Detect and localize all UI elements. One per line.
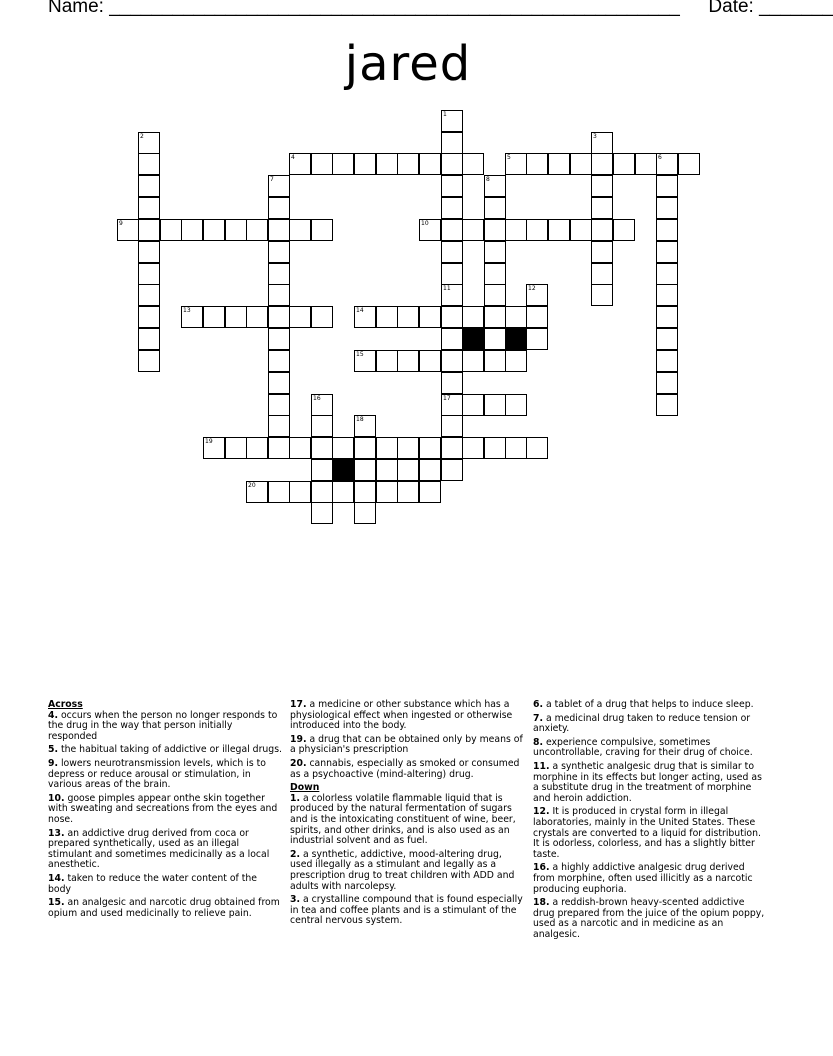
grid-cell[interactable] (225, 306, 247, 328)
clue-item: 7. a medicinal drug taken to reduce tension or anxiety. (533, 712, 751, 735)
grid-cell[interactable] (441, 306, 463, 328)
grid-cell[interactable] (678, 153, 700, 175)
grid-cell[interactable] (397, 350, 419, 372)
clue-item-number: 8. (533, 736, 544, 748)
clue-item: 10. goose pimples appear onthe skin together with sweating and secreations from the eyes and nose. (48, 792, 278, 825)
clues-column-1 (48, 700, 282, 922)
clue-number: 6 (658, 154, 662, 161)
clue-item-number: 14. (48, 872, 65, 884)
grid-cell[interactable] (505, 394, 527, 416)
grid-cell[interactable] (332, 153, 354, 175)
grid-cell[interactable] (484, 284, 506, 306)
clue-number: 17 (443, 395, 451, 402)
grid-cell[interactable] (613, 153, 635, 175)
grid-cell[interactable] (225, 219, 247, 241)
grid-cell[interactable] (397, 437, 419, 459)
grid-cell[interactable] (311, 437, 333, 459)
clue-number: 8 (486, 176, 490, 183)
clue-number: 9 (119, 220, 123, 227)
grid-cell[interactable] (376, 306, 398, 328)
grid-cell[interactable] (591, 153, 613, 175)
clue-item: 18. a reddish-brown heavy-scented addictive drug prepared from the juice of the opium poppy, used as a narcotic and in medicine as an analgesic. (533, 897, 765, 940)
clue-item: 13. an addictive drug derived from coca or prepared synthetically, used as an illegal stimulant and sometimes medicinally as a local anesthetic. (48, 827, 270, 871)
clue-item-number: 12. (533, 806, 550, 818)
clue-item: 14. taken to reduce the water content of the body (48, 872, 257, 895)
grid-cell[interactable] (138, 350, 160, 372)
grid-cell[interactable] (656, 328, 678, 350)
clue-item-number: 10. (48, 792, 65, 804)
grid-cell[interactable] (462, 394, 484, 416)
grid-cell[interactable] (332, 481, 354, 503)
across-clue-list-continued (290, 700, 524, 780)
grid-cell[interactable] (441, 437, 463, 459)
grid-cell[interactable] (526, 437, 548, 459)
grid-cell[interactable] (138, 219, 160, 241)
grid-cell[interactable] (138, 284, 160, 306)
grid-cell[interactable] (354, 437, 376, 459)
clue-item-number: 2. (290, 848, 301, 860)
grid-cell[interactable] (484, 263, 506, 285)
clue-item: 20. cannabis, especially as smoked or consumed as a psychoactive (mind-altering) drug. (290, 757, 520, 780)
grid-cell-blocked (505, 328, 527, 350)
clue-number: 20 (248, 482, 256, 489)
grid-cell[interactable] (656, 284, 678, 306)
grid-cell[interactable] (505, 219, 527, 241)
grid-cell[interactable] (138, 263, 160, 285)
clue-number: 4 (291, 154, 295, 161)
clue-item: 9. lowers neurotransmission levels, which is to depress or reduce arousal or stimulation, in various areas of the brain. (48, 757, 266, 791)
grid-cell[interactable] (591, 219, 613, 241)
grid-cell[interactable] (311, 306, 333, 328)
grid-cell[interactable] (505, 306, 527, 328)
clue-number: 12 (528, 285, 536, 292)
clue-item: 5. the habitual taking of addictive or illegal drugs. (48, 744, 282, 756)
grid-cell[interactable] (311, 502, 333, 524)
grid-cell[interactable] (526, 219, 548, 241)
clue-item: 3. a crystalline compound that is found especially in tea and coffee plants and is a stimulant of the central nervous system. (290, 894, 523, 927)
clue-item: 12. It is produced in crystal form in illegal laboratories, mainly in the United States. These crystals are converted to a liquid for distribution. It is odorless, colorless, and has a slightly bitter taste. (533, 806, 761, 860)
clue-number: 18 (356, 416, 364, 423)
grid-cell[interactable] (570, 219, 592, 241)
grid-cell[interactable] (441, 175, 463, 197)
grid-cell[interactable] (268, 306, 290, 328)
grid-cell[interactable] (268, 394, 290, 416)
grid-cell[interactable] (138, 197, 160, 219)
down-clue-list-continued (533, 700, 767, 940)
grid-cell[interactable] (635, 153, 657, 175)
grid-cell[interactable] (591, 284, 613, 306)
clue-item-number: 17. (290, 699, 307, 710)
grid-cell[interactable] (397, 306, 419, 328)
clue-number: 16 (313, 395, 321, 402)
grid-cell[interactable] (246, 306, 268, 328)
name-field-label[interactable]: Name: ______________________________________________________ (48, 0, 680, 17)
clue-item-number: 9. (48, 757, 59, 769)
grid-cell[interactable] (462, 437, 484, 459)
clue-number: 1 (443, 111, 447, 118)
grid-cell[interactable] (526, 153, 548, 175)
grid-cell[interactable] (441, 459, 463, 481)
clue-item-number: 1. (290, 792, 301, 804)
clue-item: 15. an analgesic and narcotic drug obtained from opium and used medicinally to relieve pain. (48, 897, 280, 919)
clue-item-number: 7. (533, 712, 544, 724)
grid-cell[interactable] (462, 306, 484, 328)
grid-cell[interactable] (289, 437, 311, 459)
grid-cell[interactable] (441, 328, 463, 350)
grid-cell[interactable] (289, 481, 311, 503)
grid-cell[interactable] (441, 350, 463, 372)
clue-item: 4. occurs when the person no longer responds to the drug in the way that person initially responded (48, 709, 278, 742)
across-clue-list (48, 711, 282, 920)
clue-number: 10 (421, 220, 429, 227)
grid-cell[interactable] (462, 153, 484, 175)
grid-cell[interactable] (526, 306, 548, 328)
grid-cell[interactable] (268, 437, 290, 459)
grid-cell[interactable] (289, 219, 311, 241)
grid-cell[interactable] (376, 481, 398, 503)
grid-cell[interactable] (484, 219, 506, 241)
clue-item-number: 4. (48, 709, 59, 721)
down-clue-list (290, 794, 524, 927)
grid-cell[interactable] (268, 241, 290, 263)
grid-cell[interactable] (613, 219, 635, 241)
clue-item-number: 5. (48, 744, 59, 756)
grid-cell[interactable] (656, 219, 678, 241)
grid-cell[interactable] (419, 350, 441, 372)
down-heading: Down (290, 782, 320, 794)
grid-cell[interactable] (268, 197, 290, 219)
grid-cell[interactable] (354, 153, 376, 175)
grid-cell[interactable] (268, 263, 290, 285)
header (48, 0, 833, 18)
grid-cell[interactable] (526, 328, 548, 350)
grid-cell[interactable] (138, 241, 160, 263)
grid-cell[interactable] (268, 284, 290, 306)
grid-cell[interactable] (441, 415, 463, 437)
grid-cell[interactable] (268, 328, 290, 350)
grid-cell[interactable] (311, 481, 333, 503)
grid-cell[interactable] (376, 350, 398, 372)
clues-column-2 (290, 700, 524, 930)
grid-cell-blocked (462, 328, 484, 350)
clue-item-number: 11. (533, 760, 550, 772)
grid-cell[interactable] (548, 219, 570, 241)
clue-number: 3 (593, 133, 597, 140)
grid-cell[interactable] (462, 219, 484, 241)
clue-number: 11 (443, 285, 451, 292)
grid-cell[interactable] (484, 306, 506, 328)
page-title: jared (344, 36, 472, 92)
clue-item-number: 19. (290, 733, 307, 745)
clue-number: 14 (356, 307, 364, 314)
grid-cell[interactable] (311, 219, 333, 241)
grid-cell[interactable] (160, 219, 182, 241)
grid-cell[interactable] (656, 394, 678, 416)
grid-cell[interactable] (354, 481, 376, 503)
grid-cell[interactable] (505, 350, 527, 372)
grid-cell[interactable] (656, 197, 678, 219)
grid-cell[interactable] (354, 459, 376, 481)
grid-cell[interactable] (656, 241, 678, 263)
grid-cell[interactable] (591, 197, 613, 219)
clue-number: 13 (183, 307, 191, 314)
grid-cell[interactable] (591, 263, 613, 285)
grid-cell[interactable] (376, 153, 398, 175)
grid-cell[interactable] (419, 459, 441, 481)
grid-cell[interactable] (311, 153, 333, 175)
grid-cell[interactable] (268, 481, 290, 503)
grid-cell[interactable] (397, 459, 419, 481)
grid-cell[interactable] (181, 219, 203, 241)
grid-cell[interactable] (484, 394, 506, 416)
grid-cell[interactable] (591, 241, 613, 263)
grid-cell[interactable] (484, 350, 506, 372)
grid-cell[interactable] (656, 263, 678, 285)
grid-cell[interactable] (311, 459, 333, 481)
grid-cell[interactable] (397, 481, 419, 503)
grid-cell[interactable] (138, 328, 160, 350)
grid-cell[interactable] (419, 306, 441, 328)
grid-cell[interactable] (289, 306, 311, 328)
clue-item: 8. experience compulsive, sometimes uncontrollable, craving for their drug of choice. (533, 736, 753, 759)
grid-cell-blocked (332, 459, 354, 481)
clue-item: 17. a medicine or other substance which has a physiological effect when ingested or otherwise introduced into the body. (290, 699, 513, 732)
clue-item-number: 20. (290, 757, 307, 769)
clue-number: 19 (205, 438, 213, 445)
clue-item: 6. a tablet of a drug that helps to induce sleep. (533, 699, 754, 710)
grid-cell[interactable] (419, 437, 441, 459)
clue-item: 16. a highly addictive analgesic drug derived from morphine, often used illicitly as a narcotic producing euphoria. (533, 862, 753, 895)
grid-cell[interactable] (138, 306, 160, 328)
clue-item: 19. a drug that can be obtained only by means of a physician's prescription (290, 733, 523, 756)
grid-cell[interactable] (656, 372, 678, 394)
grid-cell[interactable] (354, 502, 376, 524)
clue-number: 5 (507, 154, 511, 161)
grid-cell[interactable] (570, 153, 592, 175)
grid-cell[interactable] (441, 241, 463, 263)
grid-cell[interactable] (138, 175, 160, 197)
grid-cell[interactable] (484, 328, 506, 350)
grid-cell[interactable] (268, 372, 290, 394)
grid-cell[interactable] (203, 306, 225, 328)
clue-item-number: 6. (533, 699, 544, 710)
grid-cell[interactable] (203, 219, 225, 241)
grid-cell[interactable] (138, 153, 160, 175)
grid-cell[interactable] (505, 437, 527, 459)
grid-cell[interactable] (311, 415, 333, 437)
grid-cell[interactable] (441, 263, 463, 285)
grid-cell[interactable] (548, 153, 570, 175)
grid-cell[interactable] (225, 437, 247, 459)
date-field-label[interactable]: Date: _______ (708, 0, 833, 17)
clue-item-number: 3. (290, 894, 301, 906)
clue-item-number: 18. (533, 897, 550, 909)
across-heading: Across (48, 699, 83, 710)
clue-item-number: 16. (533, 862, 550, 874)
grid-cell[interactable] (484, 437, 506, 459)
grid-cell[interactable] (656, 175, 678, 197)
grid-cell[interactable] (397, 153, 419, 175)
grid-cell[interactable] (332, 437, 354, 459)
grid-cell[interactable] (441, 372, 463, 394)
grid-cell[interactable] (484, 241, 506, 263)
grid-cell[interactable] (419, 481, 441, 503)
clue-number: 15 (356, 351, 364, 358)
grid-cell[interactable] (441, 153, 463, 175)
grid-cell[interactable] (268, 219, 290, 241)
clue-item-number: 13. (48, 827, 65, 839)
grid-cell[interactable] (484, 197, 506, 219)
clue-item-number: 15. (48, 897, 65, 909)
clue-item: 1. a colorless volatile flammable liquid that is produced by the natural fermentation of sugars and is the intoxicating constituent of wine, beer, spirits, and other drinks, and is also used as an industrial solvent and as fuel. (290, 792, 516, 847)
grid-cell[interactable] (656, 350, 678, 372)
grid-cell[interactable] (591, 175, 613, 197)
clue-item: 2. a synthetic, addictive, mood-altering drug, used illegally as a stimulant and legally as a prescription drug to treat children with ADD and adults with narcolepsy. (290, 848, 515, 892)
clue-number: 7 (270, 176, 274, 183)
clue-item: 11. a synthetic analgesic drug that is similar to morphine in its effects but longer acting, used as a substitute drug in the treatment of morphine and heroin addiction. (533, 760, 762, 804)
grid-cell[interactable] (462, 350, 484, 372)
grid-cell[interactable] (376, 459, 398, 481)
grid-cell[interactable] (268, 415, 290, 437)
grid-cell[interactable] (441, 197, 463, 219)
grid-cell[interactable] (441, 219, 463, 241)
grid-cell[interactable] (419, 153, 441, 175)
grid-cell[interactable] (246, 219, 268, 241)
grid-cell[interactable] (441, 132, 463, 154)
grid-cell[interactable] (656, 306, 678, 328)
grid-cell[interactable] (268, 350, 290, 372)
clues-column-3 (533, 700, 767, 943)
clue-number: 2 (140, 133, 144, 140)
grid-cell[interactable] (376, 437, 398, 459)
grid-cell[interactable] (246, 437, 268, 459)
